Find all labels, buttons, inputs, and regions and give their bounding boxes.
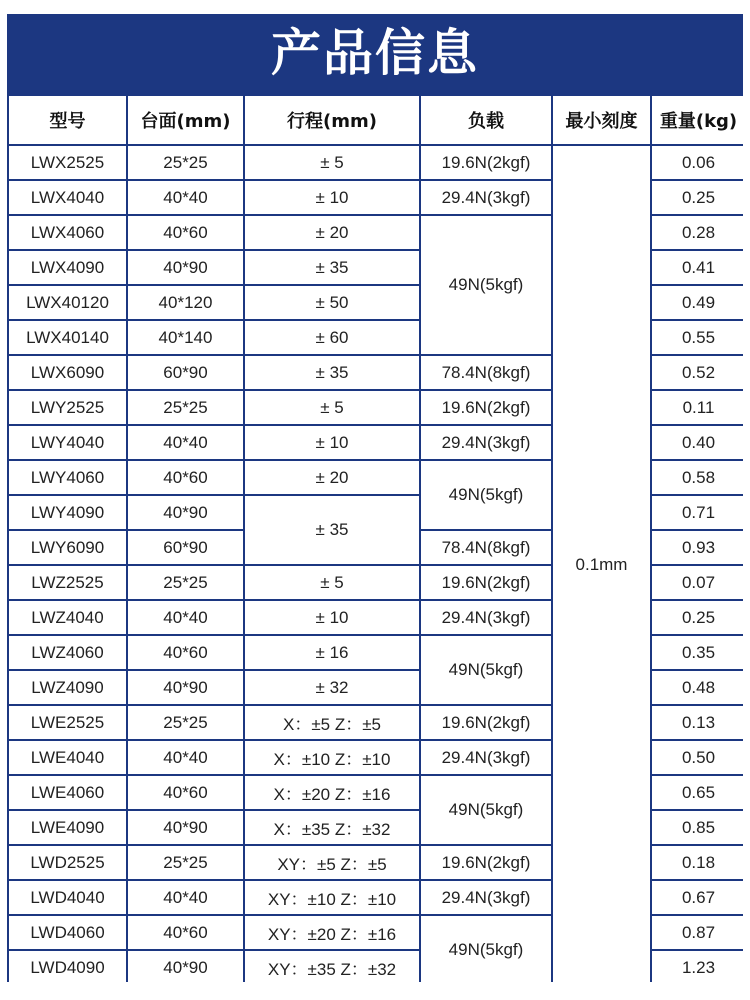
model-cell: LWY2525 bbox=[9, 391, 126, 424]
travel-cell: XY：±35 Z：±32 bbox=[245, 951, 419, 984]
weight-cell: 0.28 bbox=[652, 216, 745, 249]
table-size-cell: 40*60 bbox=[128, 776, 243, 809]
weight-cell: 0.35 bbox=[652, 636, 745, 669]
model-cell: LWX40120 bbox=[9, 286, 126, 319]
product-spec-table bbox=[7, 94, 747, 986]
table-size-cell: 40*40 bbox=[128, 181, 243, 214]
load-cell: 49N(5kgf) bbox=[421, 216, 551, 354]
travel-cell: ± 5 bbox=[245, 146, 419, 179]
load-cell: 19.6N(2kgf) bbox=[421, 846, 551, 879]
header-weight: 重量(kg) bbox=[652, 96, 745, 144]
table-size-cell: 60*90 bbox=[128, 531, 243, 564]
table-size-cell: 25*25 bbox=[128, 846, 243, 879]
travel-cell: XY：±10 Z：±10 bbox=[245, 881, 419, 914]
table-size-cell: 25*25 bbox=[128, 391, 243, 424]
model-cell: LWY4060 bbox=[9, 461, 126, 494]
load-cell: 19.6N(2kgf) bbox=[421, 566, 551, 599]
model-cell: LWE4060 bbox=[9, 776, 126, 809]
model-cell: LWX40140 bbox=[9, 321, 126, 354]
header-travel: 行程(mm) bbox=[245, 96, 419, 144]
table-size-cell: 40*90 bbox=[128, 251, 243, 284]
weight-cell: 0.71 bbox=[652, 496, 745, 529]
table-size-cell: 40*60 bbox=[128, 916, 243, 949]
load-cell: 49N(5kgf) bbox=[421, 636, 551, 704]
travel-cell: ± 10 bbox=[245, 181, 419, 214]
weight-cell: 0.48 bbox=[652, 671, 745, 704]
weight-cell: 0.67 bbox=[652, 881, 745, 914]
weight-cell: 0.11 bbox=[652, 391, 745, 424]
weight-cell: 0.52 bbox=[652, 356, 745, 389]
table-size-cell: 40*90 bbox=[128, 671, 243, 704]
weight-cell: 0.40 bbox=[652, 426, 745, 459]
model-cell: LWZ2525 bbox=[9, 566, 126, 599]
travel-cell: X：±5 Z：±5 bbox=[245, 706, 419, 739]
travel-cell: XY：±5 Z：±5 bbox=[245, 846, 419, 879]
weight-cell: 0.41 bbox=[652, 251, 745, 284]
load-cell: 19.6N(2kgf) bbox=[421, 391, 551, 424]
model-cell: LWX2525 bbox=[9, 146, 126, 179]
load-cell: 49N(5kgf) bbox=[421, 461, 551, 529]
travel-cell: ± 5 bbox=[245, 391, 419, 424]
load-cell: 19.6N(2kgf) bbox=[421, 706, 551, 739]
model-cell: LWX6090 bbox=[9, 356, 126, 389]
weight-cell: 0.25 bbox=[652, 601, 745, 634]
table-size-cell: 25*25 bbox=[128, 706, 243, 739]
model-cell: LWZ4040 bbox=[9, 601, 126, 634]
table-size-cell: 40*60 bbox=[128, 461, 243, 494]
weight-cell: 0.55 bbox=[652, 321, 745, 354]
model-cell: LWZ4060 bbox=[9, 636, 126, 669]
travel-cell: ± 10 bbox=[245, 426, 419, 459]
product-info-panel bbox=[7, 14, 743, 982]
travel-cell: ± 32 bbox=[245, 671, 419, 704]
table-size-cell: 40*40 bbox=[128, 426, 243, 459]
travel-cell: XY：±20 Z：±16 bbox=[245, 916, 419, 949]
travel-cell: ± 10 bbox=[245, 601, 419, 634]
weight-cell: 0.58 bbox=[652, 461, 745, 494]
travel-cell: X：±10 Z：±10 bbox=[245, 741, 419, 774]
model-cell: LWD4090 bbox=[9, 951, 126, 984]
travel-cell: ± 50 bbox=[245, 286, 419, 319]
model-cell: LWD4040 bbox=[9, 881, 126, 914]
weight-cell: 0.07 bbox=[652, 566, 745, 599]
travel-cell: ± 35 bbox=[245, 496, 419, 564]
table-size-cell: 40*90 bbox=[128, 811, 243, 844]
table-size-cell: 25*25 bbox=[128, 566, 243, 599]
model-cell: LWE4040 bbox=[9, 741, 126, 774]
load-cell: 29.4N(3kgf) bbox=[421, 881, 551, 914]
model-cell: LWD2525 bbox=[9, 846, 126, 879]
load-cell: 29.4N(3kgf) bbox=[421, 426, 551, 459]
load-cell: 19.6N(2kgf) bbox=[421, 146, 551, 179]
table-size-cell: 40*60 bbox=[128, 216, 243, 249]
table-size-cell: 40*40 bbox=[128, 601, 243, 634]
page-title: 产品信息 bbox=[271, 24, 479, 82]
travel-cell: X：±20 Z：±16 bbox=[245, 776, 419, 809]
table-size-cell: 40*40 bbox=[128, 741, 243, 774]
model-cell: LWX4060 bbox=[9, 216, 126, 249]
table-size-cell: 40*40 bbox=[128, 881, 243, 914]
travel-cell: ± 16 bbox=[245, 636, 419, 669]
table-row bbox=[9, 146, 745, 179]
travel-cell: ± 20 bbox=[245, 461, 419, 494]
table-size-cell: 40*60 bbox=[128, 636, 243, 669]
travel-cell: ± 35 bbox=[245, 356, 419, 389]
model-cell: LWY6090 bbox=[9, 531, 126, 564]
table-size-cell: 40*120 bbox=[128, 286, 243, 319]
travel-cell: ± 20 bbox=[245, 216, 419, 249]
weight-cell: 0.13 bbox=[652, 706, 745, 739]
model-cell: LWY4040 bbox=[9, 426, 126, 459]
header-table-size: 台面(mm) bbox=[128, 96, 243, 144]
table-size-cell: 60*90 bbox=[128, 356, 243, 389]
load-cell: 49N(5kgf) bbox=[421, 776, 551, 844]
load-cell: 29.4N(3kgf) bbox=[421, 601, 551, 634]
weight-cell: 0.25 bbox=[652, 181, 745, 214]
model-cell: LWX4040 bbox=[9, 181, 126, 214]
weight-cell: 0.06 bbox=[652, 146, 745, 179]
travel-cell: ± 5 bbox=[245, 566, 419, 599]
model-cell: LWD4060 bbox=[9, 916, 126, 949]
model-cell: LWY4090 bbox=[9, 496, 126, 529]
weight-cell: 0.50 bbox=[652, 741, 745, 774]
travel-cell: X：±35 Z：±32 bbox=[245, 811, 419, 844]
weight-cell: 1.23 bbox=[652, 951, 745, 984]
table-size-cell: 40*140 bbox=[128, 321, 243, 354]
weight-cell: 0.93 bbox=[652, 531, 745, 564]
header-load: 负载 bbox=[421, 96, 551, 144]
table-header-row bbox=[9, 96, 745, 144]
min-scale-cell: 0.1mm bbox=[553, 146, 650, 984]
weight-cell: 0.18 bbox=[652, 846, 745, 879]
load-cell: 78.4N(8kgf) bbox=[421, 356, 551, 389]
table-size-cell: 25*25 bbox=[128, 146, 243, 179]
load-cell: 49N(5kgf) bbox=[421, 916, 551, 984]
load-cell: 29.4N(3kgf) bbox=[421, 181, 551, 214]
model-cell: LWZ4090 bbox=[9, 671, 126, 704]
table-size-cell: 40*90 bbox=[128, 496, 243, 529]
model-cell: LWE2525 bbox=[9, 706, 126, 739]
table-body bbox=[9, 146, 745, 984]
header-min-scale: 最小刻度 bbox=[553, 96, 650, 144]
travel-cell: ± 35 bbox=[245, 251, 419, 284]
model-cell: LWE4090 bbox=[9, 811, 126, 844]
load-cell: 29.4N(3kgf) bbox=[421, 741, 551, 774]
table-size-cell: 40*90 bbox=[128, 951, 243, 984]
load-cell: 78.4N(8kgf) bbox=[421, 531, 551, 564]
weight-cell: 0.49 bbox=[652, 286, 745, 319]
weight-cell: 0.65 bbox=[652, 776, 745, 809]
model-cell: LWX4090 bbox=[9, 251, 126, 284]
travel-cell: ± 60 bbox=[245, 321, 419, 354]
header-model: 型号 bbox=[9, 96, 126, 144]
weight-cell: 0.87 bbox=[652, 916, 745, 949]
weight-cell: 0.85 bbox=[652, 811, 745, 844]
